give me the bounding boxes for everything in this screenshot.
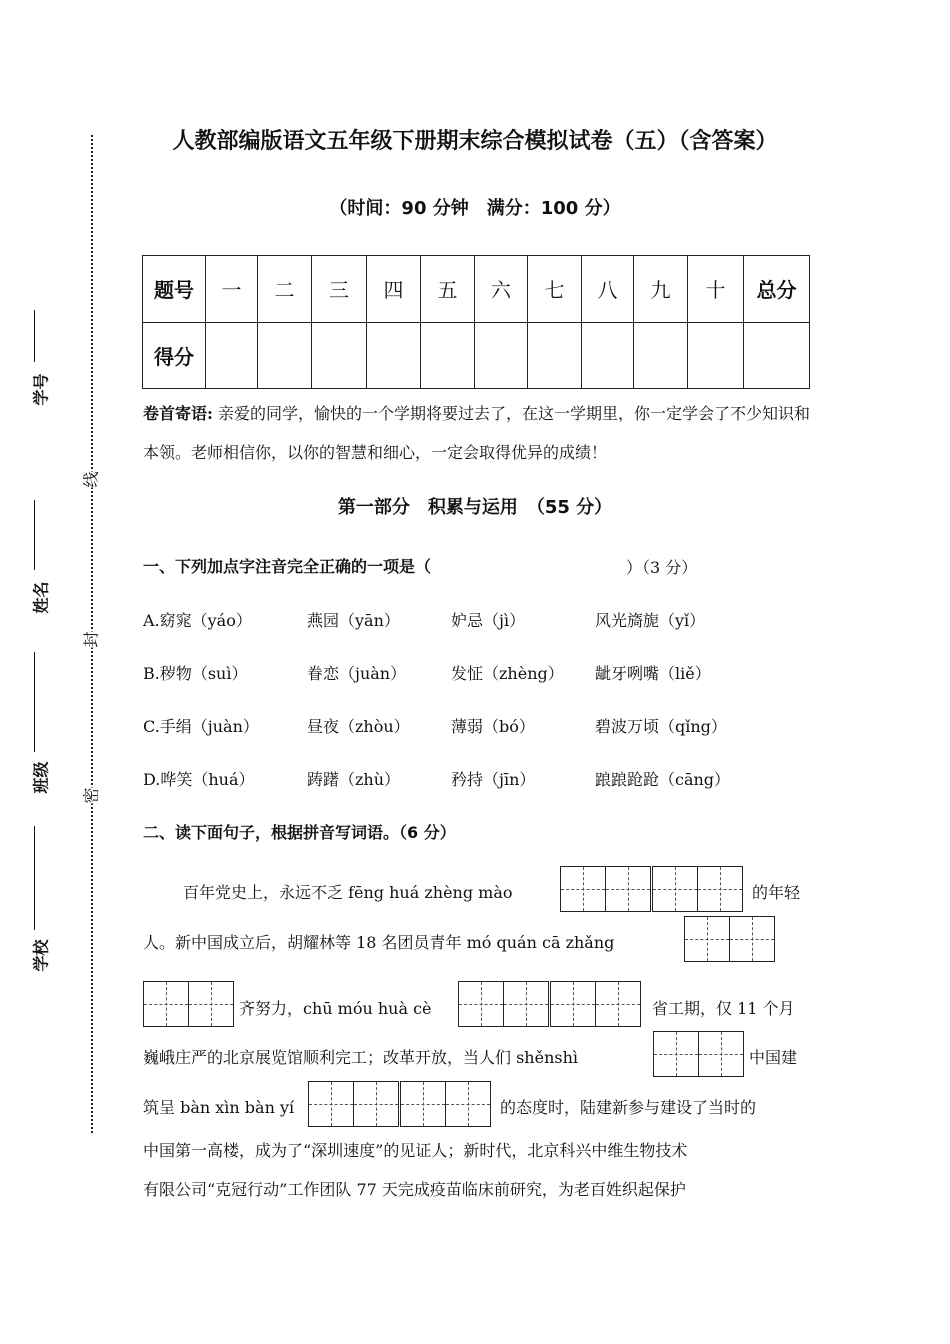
foreword-text: 亲爱的同学，愉快的一个学期将要过去了，在这一学期里，你一定学会了不少知识和本领。老师相信你，以你的智慧和细心，一定会取得优异的成绩！ xyxy=(143,404,811,462)
student-id-line xyxy=(34,310,35,362)
answer-grid-moquancazhang-part2[interactable] xyxy=(143,981,234,1027)
header-q8: 八 xyxy=(582,256,634,323)
score-cell[interactable] xyxy=(634,322,688,389)
score-cell-total[interactable] xyxy=(744,322,810,389)
header-q4: 四 xyxy=(367,256,421,323)
name-label: 姓名 xyxy=(31,581,51,614)
q2-line3-text: 齐努力，chū móu huà cè xyxy=(239,999,432,1018)
option-word: 薄弱（bó） xyxy=(451,717,535,736)
score-cell[interactable] xyxy=(688,322,744,389)
q2-stem: 二、读下面句子，根据拼音写词语。（6 分） xyxy=(143,823,456,842)
option-word: 碧波万顷（qǐng） xyxy=(595,717,727,736)
option-word: 矜持（jīn） xyxy=(451,770,536,789)
score-cell[interactable] xyxy=(206,322,258,389)
header-q6: 六 xyxy=(475,256,528,323)
score-cell[interactable] xyxy=(312,322,367,389)
option-word: B.秽物（suì） xyxy=(143,664,248,683)
header-q5: 五 xyxy=(421,256,475,323)
q1-stem: 一、下列加点字注音完全正确的一项是（ xyxy=(143,557,432,576)
exam-subtitle: （时间：90 分钟 满分：100 分） xyxy=(329,198,621,219)
answer-grid-moquancazhang-part1[interactable] xyxy=(684,916,775,962)
q2-line4-text: 巍峨庄严的北京展览馆顺利完工；改革开放，当人们 shěnshì xyxy=(143,1048,579,1067)
school-line xyxy=(34,826,35,930)
q2-line7: 有限公司“克冠行动”工作团队 77 天完成疫苗临床前研究，为老百姓织起保护 xyxy=(143,1180,686,1199)
header-question-number: 题号 xyxy=(143,256,206,323)
option-word: 眷恋（juàn） xyxy=(307,664,407,683)
header-q3: 三 xyxy=(312,256,367,323)
score-cell[interactable] xyxy=(475,322,528,389)
header-q2: 二 xyxy=(258,256,312,323)
q2-line1-text: 百年党史上，永远不乏 fēng huá zhèng mào xyxy=(183,883,513,902)
header-total: 总分 xyxy=(744,256,810,323)
q2-line5-tail: 的态度时，陆建新参与建设了当时的 xyxy=(500,1098,757,1117)
school-label: 学校 xyxy=(31,939,51,972)
exam-title: 人教部编版语文五年级下册期末综合模拟试卷（五）（含答案） xyxy=(172,129,778,154)
option-word: D.哗笑（huá） xyxy=(143,770,255,789)
score-table xyxy=(142,255,810,389)
foreword xyxy=(143,394,813,472)
option-word: 踌躇（zhù） xyxy=(307,770,401,789)
option-word: 风光旖旎（yǐ） xyxy=(595,611,706,630)
option-word: C.手绢（juàn） xyxy=(143,717,259,736)
seal-seal-char: 封 xyxy=(77,631,104,647)
answer-grid-chumouhuace[interactable] xyxy=(458,981,641,1027)
foreword-label: 卷首寄语: xyxy=(143,404,213,423)
header-q10: 十 xyxy=(688,256,744,323)
header-q9: 九 xyxy=(634,256,688,323)
option-word: 龇牙咧嘴（liě） xyxy=(595,664,711,683)
score-cell[interactable] xyxy=(421,322,475,389)
option-word: 昼夜（zhòu） xyxy=(307,717,410,736)
q1-close: ）（3 分） xyxy=(626,558,698,577)
q2-line5-text: 筑呈 bàn xìn bàn yí xyxy=(143,1098,295,1117)
score-cell[interactable] xyxy=(367,322,421,389)
score-cell[interactable] xyxy=(258,322,312,389)
answer-grid-banxinbanyi[interactable] xyxy=(308,1081,491,1127)
q2-line2-text: 人。新中国成立后，胡耀林等 18 名团员青年 mó quán cā zhǎng xyxy=(143,933,615,952)
seal-secret-char: 密 xyxy=(77,787,104,803)
q2-line4-tail: 中国建 xyxy=(749,1048,798,1067)
score-row-label: 得分 xyxy=(143,322,206,389)
header-q1: 一 xyxy=(206,256,258,323)
part1-heading: 第一部分 积累与运用 （55 分） xyxy=(337,497,613,518)
class-line xyxy=(34,652,35,752)
header-q7: 七 xyxy=(528,256,582,323)
student-id-label: 学号 xyxy=(31,373,51,406)
class-label: 班级 xyxy=(31,761,51,794)
option-word: 发怔（zhèng） xyxy=(451,664,564,683)
q2-line6: 中国第一高楼，成为了“深圳速度”的见证人；新时代，北京科兴中维生物技术 xyxy=(143,1141,688,1160)
score-cell[interactable] xyxy=(528,322,582,389)
option-word: 踉踉跄跄（cāng） xyxy=(595,770,731,789)
option-word: 燕园（yān） xyxy=(307,611,400,630)
q2-line1-tail: 的年轻 xyxy=(752,883,801,902)
answer-grid-fenghuazhengmao[interactable] xyxy=(560,866,743,912)
q2-line3-tail: 省工期，仅 11 个月 xyxy=(652,999,795,1018)
score-cell[interactable] xyxy=(582,322,634,389)
answer-grid-shenshi[interactable] xyxy=(653,1031,744,1077)
option-word: A.窈窕（yáo） xyxy=(143,611,252,630)
option-word: 妒忌（jì） xyxy=(451,611,526,630)
seal-line-char: 线 xyxy=(77,471,104,487)
